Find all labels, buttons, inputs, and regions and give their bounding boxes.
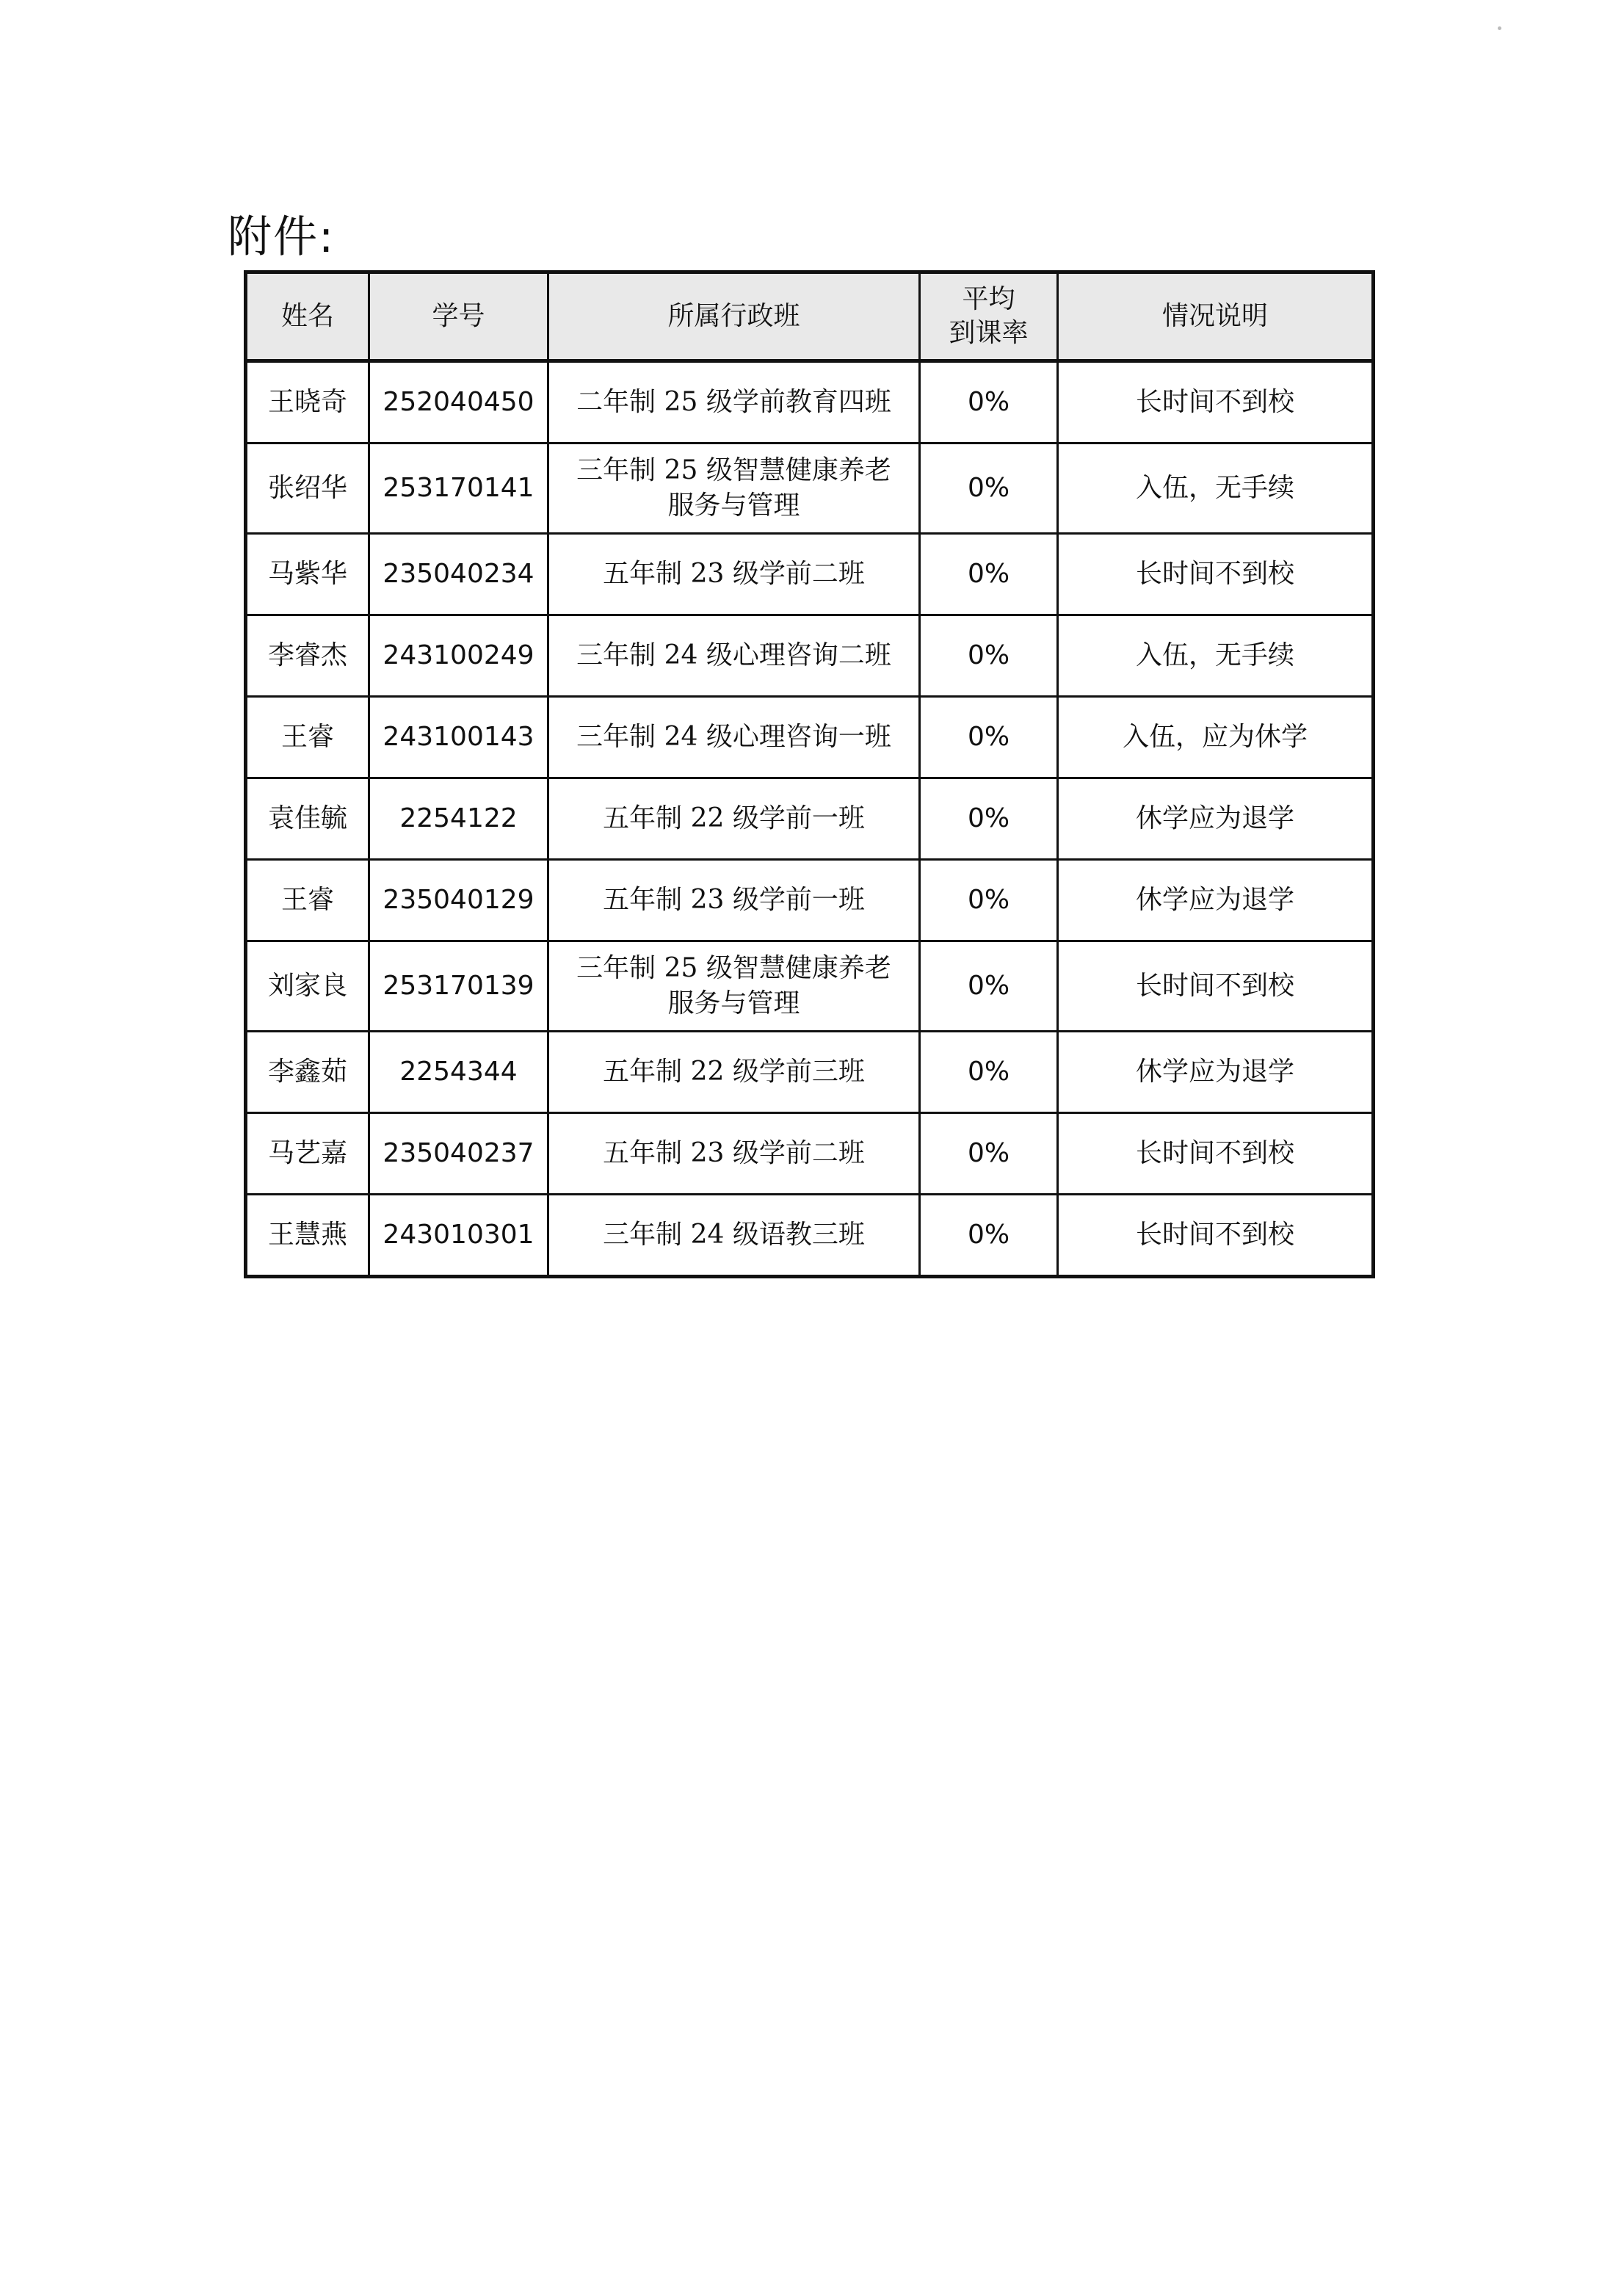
cell-class <box>548 1032 920 1113</box>
table-row <box>246 1113 1374 1195</box>
cell-class <box>548 860 920 941</box>
cell-attendance-rate: 0% <box>920 534 1058 615</box>
cell-attendance-rate: 0% <box>920 941 1058 1032</box>
table-row <box>246 615 1374 697</box>
cell-student-id: 243010301 <box>369 1195 548 1277</box>
cell-note: 长时间不到校 <box>1058 941 1374 1032</box>
cell-class-line2: 服务与管理 <box>667 490 800 521</box>
cell-note: 长时间不到校 <box>1058 361 1374 444</box>
table-row <box>246 941 1374 1032</box>
cell-class-line1: 五年制 23 级学前二班 <box>603 1138 865 1168</box>
cell-student-id: 235040234 <box>369 534 548 615</box>
cell-name: 刘家良 <box>246 941 369 1032</box>
cell-note: 休学应为退学 <box>1058 1032 1374 1113</box>
cell-name: 李睿杰 <box>246 615 369 697</box>
cell-student-id: 235040129 <box>369 860 548 941</box>
cell-class-line1: 三年制 24 级语教三班 <box>603 1220 865 1250</box>
cell-class <box>548 941 920 1032</box>
scan-speck <box>1498 26 1501 30</box>
cell-class <box>548 361 920 444</box>
table-header-row <box>246 272 1374 361</box>
cell-class-line1: 五年制 23 级学前一班 <box>603 885 865 915</box>
cell-attendance-rate: 0% <box>920 1032 1058 1113</box>
cell-name: 马艺嘉 <box>246 1113 369 1195</box>
table-row <box>246 697 1374 778</box>
cell-class-line1: 三年制 25 级智慧健康养老 <box>576 455 891 485</box>
header-attendance-line1: 平均 <box>962 284 1015 314</box>
table-row <box>246 1032 1374 1113</box>
cell-name: 王睿 <box>246 697 369 778</box>
cell-class <box>548 444 920 534</box>
cell-student-id: 2254344 <box>369 1032 548 1113</box>
table-row <box>246 361 1374 444</box>
cell-class-line1: 三年制 24 级心理咨询一班 <box>576 722 891 752</box>
cell-class <box>548 697 920 778</box>
cell-class-line1: 二年制 25 级学前教育四班 <box>576 387 891 417</box>
cell-note: 长时间不到校 <box>1058 534 1374 615</box>
cell-class <box>548 778 920 860</box>
cell-note: 休学应为退学 <box>1058 860 1374 941</box>
cell-attendance-rate: 0% <box>920 778 1058 860</box>
cell-class-line1: 五年制 23 级学前二班 <box>603 559 865 589</box>
cell-name: 王睿 <box>246 860 369 941</box>
cell-name: 张绍华 <box>246 444 369 534</box>
cell-class-line2: 服务与管理 <box>667 988 800 1018</box>
table-row <box>246 860 1374 941</box>
cell-note: 长时间不到校 <box>1058 1113 1374 1195</box>
cell-student-id: 243100143 <box>369 697 548 778</box>
cell-attendance-rate: 0% <box>920 697 1058 778</box>
student-table <box>244 270 1375 1278</box>
header-attendance-rate <box>920 272 1058 361</box>
cell-class-line1: 三年制 24 级心理咨询二班 <box>576 640 891 670</box>
cell-name: 李鑫茹 <box>246 1032 369 1113</box>
cell-class <box>548 1195 920 1277</box>
cell-class <box>548 534 920 615</box>
cell-attendance-rate: 0% <box>920 615 1058 697</box>
cell-note: 入伍，应为休学 <box>1058 697 1374 778</box>
cell-class-line1: 五年制 22 级学前一班 <box>603 803 865 833</box>
header-note: 情况说明 <box>1058 272 1374 361</box>
cell-student-id: 2254122 <box>369 778 548 860</box>
cell-attendance-rate: 0% <box>920 361 1058 444</box>
attachment-heading: 附件: <box>228 211 336 263</box>
cell-name: 王晓奇 <box>246 361 369 444</box>
table-row <box>246 534 1374 615</box>
cell-note: 长时间不到校 <box>1058 1195 1374 1277</box>
cell-attendance-rate: 0% <box>920 860 1058 941</box>
cell-class-line1: 三年制 25 级智慧健康养老 <box>576 953 891 983</box>
cell-attendance-rate: 0% <box>920 1113 1058 1195</box>
cell-class-line1: 五年制 22 级学前三班 <box>603 1057 865 1087</box>
table-row <box>246 1195 1374 1277</box>
cell-student-id: 253170139 <box>369 941 548 1032</box>
cell-class <box>548 615 920 697</box>
cell-attendance-rate: 0% <box>920 444 1058 534</box>
cell-name: 马紫华 <box>246 534 369 615</box>
table-row <box>246 778 1374 860</box>
table-body <box>246 361 1374 1277</box>
header-attendance-line2: 到课率 <box>949 318 1029 348</box>
cell-student-id: 235040237 <box>369 1113 548 1195</box>
cell-student-id: 243100249 <box>369 615 548 697</box>
cell-name: 王慧燕 <box>246 1195 369 1277</box>
header-name: 姓名 <box>246 272 369 361</box>
cell-class <box>548 1113 920 1195</box>
cell-note: 入伍，无手续 <box>1058 615 1374 697</box>
cell-attendance-rate: 0% <box>920 1195 1058 1277</box>
table-row <box>246 444 1374 534</box>
cell-student-id: 253170141 <box>369 444 548 534</box>
cell-note: 入伍，无手续 <box>1058 444 1374 534</box>
header-class: 所属行政班 <box>548 272 920 361</box>
cell-note: 休学应为退学 <box>1058 778 1374 860</box>
cell-student-id: 252040450 <box>369 361 548 444</box>
cell-name: 袁佳毓 <box>246 778 369 860</box>
header-student-id: 学号 <box>369 272 548 361</box>
